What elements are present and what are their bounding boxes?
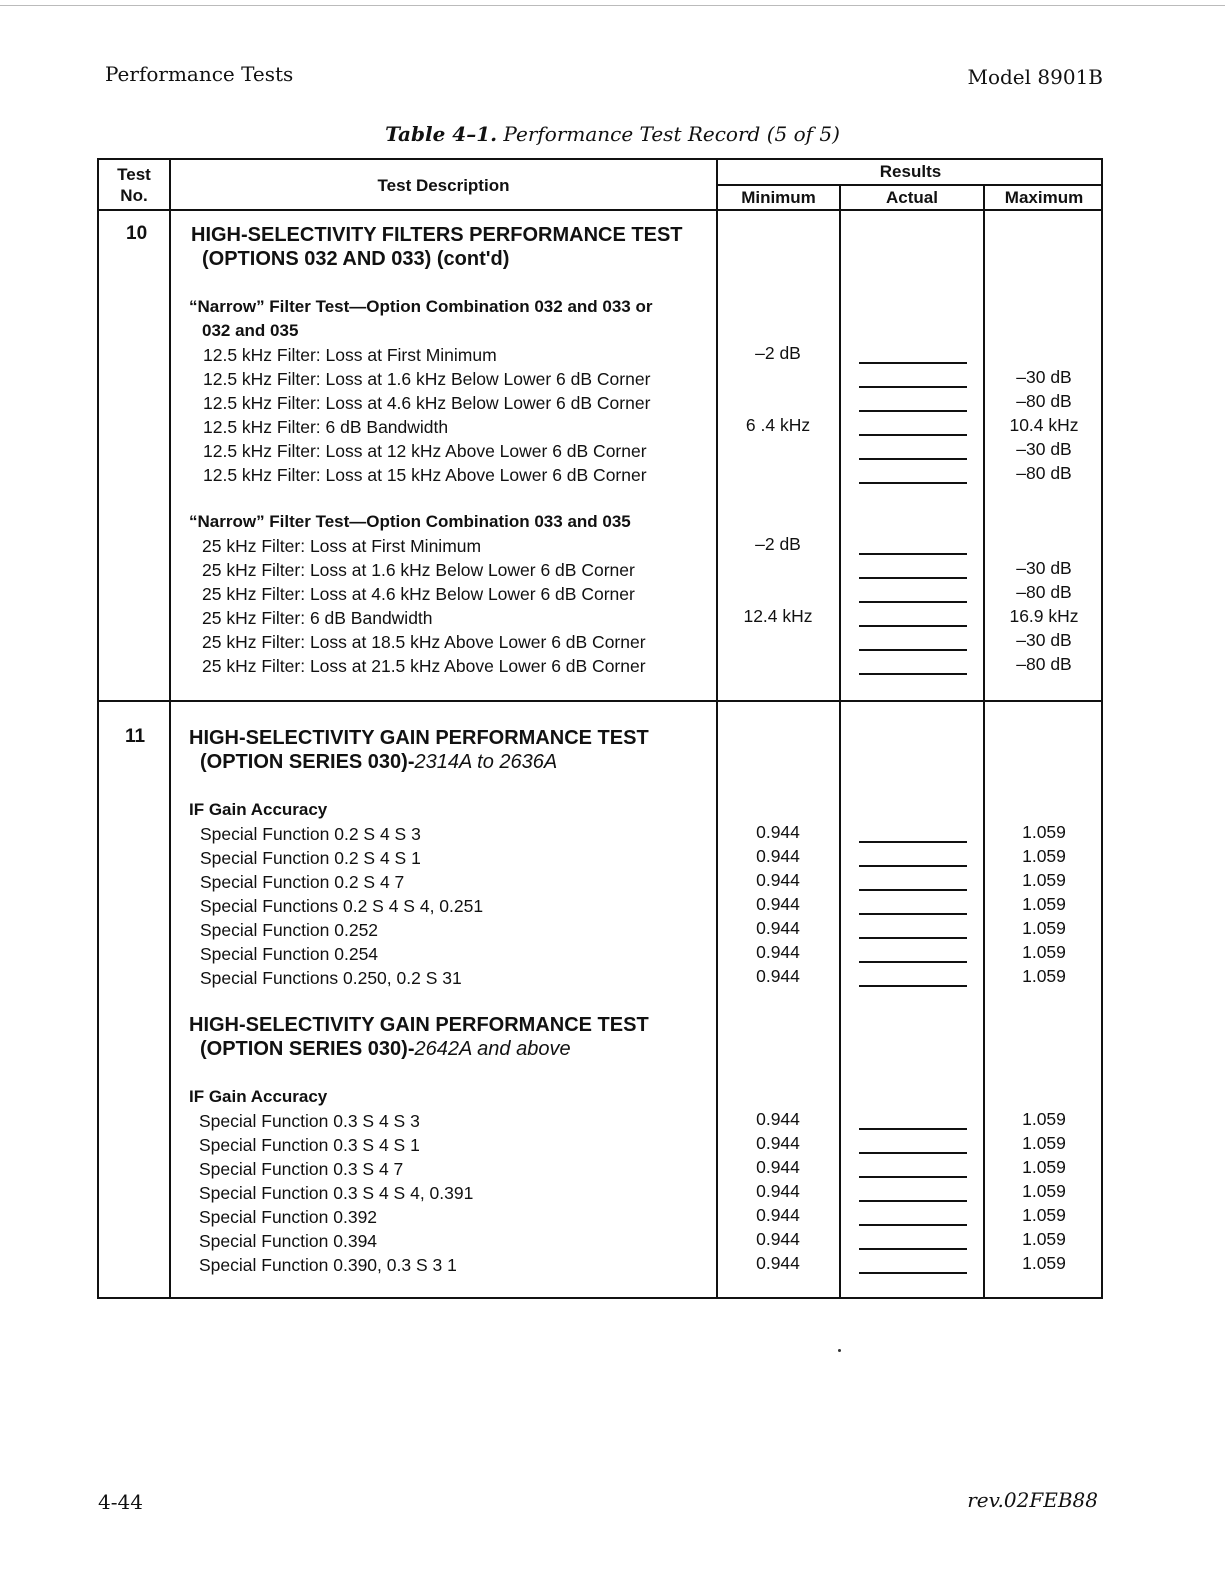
row-minimum: 12.4 kHz: [743, 606, 813, 626]
row-minimum: 0.944: [756, 870, 800, 890]
actual-entry-blank[interactable]: [859, 649, 967, 651]
actual-entry-blank[interactable]: [859, 458, 967, 460]
header-results: Results: [879, 162, 942, 181]
test10-group2-heading: “Narrow” Filter Test—Option Combination 033 and 035: [189, 512, 631, 531]
page-number: 4-44: [98, 1490, 143, 1514]
row-minimum: 0.944: [756, 942, 800, 962]
test11-sectionB-heading: IF Gain Accuracy: [189, 1087, 328, 1106]
row-description: 25 kHz Filter: Loss at 1.6 kHz Below Lower 6 dB Corner: [202, 560, 635, 580]
actual-entry-blank[interactable]: [859, 1248, 967, 1250]
row-description: Special Function 0.3 S 4 S 1: [199, 1135, 420, 1155]
model-header: Model 8901B: [967, 65, 1103, 89]
actual-entry-blank[interactable]: [859, 625, 967, 627]
table-caption: [0, 122, 1225, 146]
row-description: Special Function 0.394: [199, 1231, 378, 1251]
row-minimum: 0.944: [756, 1109, 800, 1129]
row-maximum: –30 dB: [1016, 439, 1072, 459]
row-maximum: –80 dB: [1016, 463, 1072, 483]
header-test-no: Test No.: [117, 165, 151, 205]
performance-test-table: [97, 158, 1103, 1299]
test-number-11: 11: [125, 726, 146, 747]
actual-entry-blank[interactable]: [859, 673, 967, 675]
test-number-10: 10: [126, 223, 148, 244]
row-description: 12.5 kHz Filter: Loss at First Minimum: [203, 345, 497, 365]
row-minimum: 0.944: [756, 1157, 800, 1177]
row-maximum: 16.9 kHz: [1009, 606, 1079, 626]
actual-entry-blank[interactable]: [859, 362, 967, 364]
row-maximum: –80 dB: [1016, 582, 1072, 602]
row-maximum: –80 dB: [1016, 391, 1072, 411]
test10-group1-heading: “Narrow” Filter Test—Option Combination 032 and 033 or 032 and 035: [189, 297, 653, 340]
actual-entry-blank[interactable]: [859, 1176, 967, 1178]
row-description: 12.5 kHz Filter: Loss at 1.6 kHz Below Lower 6 dB Corner: [203, 369, 651, 389]
row-description: 12.5 kHz Filter: Loss at 12 kHz Above Lower 6 dB Corner: [203, 441, 647, 461]
row-description: 25 kHz Filter: Loss at 4.6 kHz Below Lower 6 dB Corner: [202, 584, 635, 604]
row-maximum: 1.059: [1022, 942, 1066, 962]
row-description: 25 kHz Filter: Loss at 18.5 kHz Above Lower 6 dB Corner: [202, 632, 646, 652]
row-maximum: 1.059: [1022, 1133, 1066, 1153]
row-minimum: 0.944: [756, 1253, 800, 1273]
actual-entry-blank[interactable]: [859, 889, 967, 891]
row-minimum: 0.944: [756, 846, 800, 866]
actual-entry-blank[interactable]: [859, 1128, 967, 1130]
actual-entry-blank[interactable]: [859, 386, 967, 388]
row-minimum: 0.944: [756, 1205, 800, 1225]
actual-entry-blank[interactable]: [859, 1224, 967, 1226]
row-maximum: 1.059: [1022, 822, 1066, 842]
row-minimum: 0.944: [756, 894, 800, 914]
actual-entry-blank[interactable]: [859, 577, 967, 579]
top-rule: [0, 5, 1225, 6]
row-description: 25 kHz Filter: 6 dB Bandwidth: [202, 608, 433, 628]
row-maximum: 1.059: [1022, 1253, 1066, 1273]
row-description: Special Function 0.3 S 4 7: [199, 1159, 404, 1179]
actual-entry-blank[interactable]: [859, 601, 967, 603]
row-description: Special Function 0.2 S 4 S 1: [200, 848, 421, 868]
test10-title: HIGH-SELECTIVITY FILTERS PERFORMANCE TEST (OPTIONS 032 AND 033) (cont'd): [191, 224, 683, 270]
row-minimum: 0.944: [756, 1181, 800, 1201]
actual-entry-blank[interactable]: [859, 865, 967, 867]
row-description: Special Function 0.3 S 4 S 3: [199, 1111, 420, 1131]
row-description: 25 kHz Filter: Loss at First Minimum: [202, 536, 482, 556]
stray-dot: [838, 1349, 841, 1352]
header-actual: Actual: [886, 188, 938, 207]
row-description: Special Function 0.390, 0.3 S 3 1: [199, 1255, 457, 1275]
col-divider-actual: [983, 184, 985, 1297]
row-minimum: 0.944: [756, 1229, 800, 1249]
row-divider-test10-11: [99, 700, 1101, 702]
caption-text: Performance Test Record (5 of 5): [497, 122, 840, 146]
actual-entry-blank[interactable]: [859, 1272, 967, 1274]
row-description: Special Functions 0.250, 0.2 S 31: [200, 968, 462, 988]
col-divider-testno: [169, 160, 171, 1297]
test11-sectionA-title: HIGH-SELECTIVITY GAIN PERFORMANCE TEST (OPTION SERIES 030)-2314A to 2636A: [189, 727, 649, 773]
row-maximum: –80 dB: [1016, 654, 1072, 674]
actual-entry-blank[interactable]: [859, 961, 967, 963]
row-maximum: 10.4 kHz: [1009, 415, 1079, 435]
actual-entry-blank[interactable]: [859, 985, 967, 987]
row-minimum: 0.944: [756, 1133, 800, 1153]
row-description: 12.5 kHz Filter: Loss at 4.6 kHz Below Lower 6 dB Corner: [203, 393, 651, 413]
row-maximum: –30 dB: [1016, 630, 1072, 650]
row-description: Special Function 0.254: [200, 944, 379, 964]
row-description: 25 kHz Filter: Loss at 21.5 kHz Above Lower 6 dB Corner: [202, 656, 646, 676]
header-bottom-rule: [99, 209, 1101, 211]
actual-entry-blank[interactable]: [859, 913, 967, 915]
results-divider: [716, 184, 1101, 186]
row-maximum: –30 dB: [1016, 367, 1072, 387]
actual-entry-blank[interactable]: [859, 434, 967, 436]
row-maximum: 1.059: [1022, 1181, 1066, 1201]
header-minimum: Minimum: [741, 188, 816, 207]
revision: rev.02FEB88: [967, 1488, 1098, 1512]
row-maximum: 1.059: [1022, 1229, 1066, 1249]
row-description: 12.5 kHz Filter: Loss at 15 kHz Above Lower 6 dB Corner: [203, 465, 647, 485]
section-header: Performance Tests: [105, 62, 294, 86]
test11-sectionB-title: HIGH-SELECTIVITY GAIN PERFORMANCE TEST (OPTION SERIES 030)-2642A and above: [189, 1014, 649, 1060]
row-maximum: 1.059: [1022, 846, 1066, 866]
row-maximum: 1.059: [1022, 918, 1066, 938]
row-maximum: –30 dB: [1016, 558, 1072, 578]
row-maximum: 1.059: [1022, 1205, 1066, 1225]
row-maximum: 1.059: [1022, 1109, 1066, 1129]
actual-entry-blank[interactable]: [859, 1200, 967, 1202]
row-description: Special Function 0.252: [200, 920, 379, 940]
row-description: Special Functions 0.2 S 4 S 4, 0.251: [200, 896, 484, 916]
header-maximum: Maximum: [1004, 188, 1084, 207]
row-minimum: 6 .4 kHz: [745, 415, 811, 435]
caption-label: Table 4–1.: [385, 122, 498, 146]
row-maximum: 1.059: [1022, 1157, 1066, 1177]
actual-entry-blank[interactable]: [859, 482, 967, 484]
row-maximum: 1.059: [1022, 894, 1066, 914]
row-description: Special Function 0.2 S 4 7: [200, 872, 405, 892]
row-minimum: –2 dB: [755, 343, 801, 363]
row-minimum: –2 dB: [755, 534, 801, 554]
row-description: Special Function 0.2 S 4 S 3: [200, 824, 421, 844]
actual-entry-blank[interactable]: [859, 841, 967, 843]
row-maximum: 1.059: [1022, 870, 1066, 890]
row-description: 12.5 kHz Filter: 6 dB Bandwidth: [203, 417, 449, 437]
row-minimum: 0.944: [756, 966, 800, 986]
row-description: Special Function 0.3 S 4 S 4, 0.391: [199, 1183, 474, 1203]
row-minimum: 0.944: [756, 822, 800, 842]
test11-sectionA-heading: IF Gain Accuracy: [189, 800, 328, 819]
actual-entry-blank[interactable]: [859, 553, 967, 555]
row-description: Special Function 0.392: [199, 1207, 378, 1227]
actual-entry-blank[interactable]: [859, 410, 967, 412]
row-minimum: 0.944: [756, 918, 800, 938]
row-maximum: 1.059: [1022, 966, 1066, 986]
actual-entry-blank[interactable]: [859, 1152, 967, 1154]
actual-entry-blank[interactable]: [859, 937, 967, 939]
col-divider-min: [839, 184, 841, 1297]
header-test-description: Test Description: [377, 176, 510, 195]
